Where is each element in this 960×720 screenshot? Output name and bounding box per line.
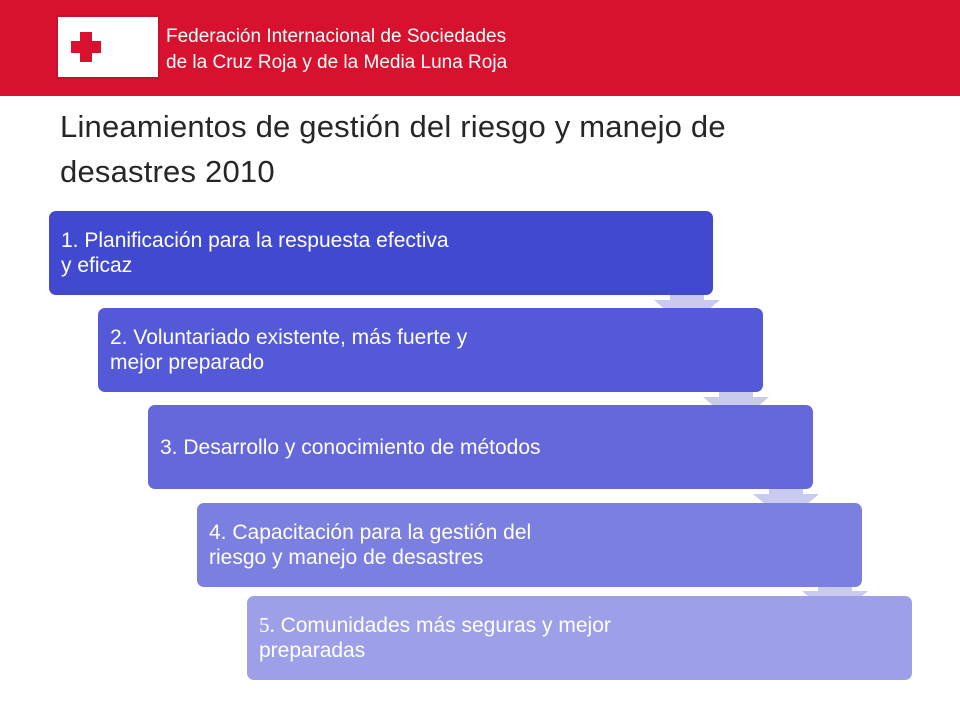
step-4-line2: riesgo y manejo de desastres — [209, 546, 484, 569]
step-2-line1: 2. Voluntariado existente, más fuerte y — [110, 326, 468, 349]
ifrc-logo — [58, 17, 158, 77]
step-5-number: 5. — [259, 613, 275, 637]
step-3-box — [148, 405, 813, 489]
organization-name — [166, 24, 507, 76]
step-1-line1: 1. Planificación para la respuesta efectiva — [61, 229, 449, 252]
slide-title — [60, 104, 920, 194]
org-name-line2: de la Cruz Roja y de la Media Luna Roja — [166, 52, 508, 73]
step-4-box — [197, 503, 862, 587]
step-2-box — [98, 308, 763, 392]
header-bar — [0, 0, 960, 96]
step-5-text: Comunidades más seguras y mejor — [274, 614, 611, 637]
title-line2: desastres 2010 — [60, 154, 275, 189]
step-1-line2: y eficaz — [61, 254, 133, 277]
title-line1: Lineamientos de gestión del riesgo y manejo de — [60, 109, 726, 144]
step-5-line1 — [259, 613, 819, 638]
step-5-box — [247, 596, 912, 680]
step-2-line2: mejor preparado — [110, 351, 265, 374]
org-name-line1: Federación Internacional de Sociedades — [166, 26, 507, 47]
step-5-line2: preparadas — [259, 639, 366, 662]
step-3-line1: 3. Desarrollo y conocimiento de métodos — [160, 435, 541, 459]
step-1-box — [49, 211, 713, 295]
red-cross-red-crescent-icon — [61, 20, 155, 74]
step-4-line1: 4. Capacitación para la gestión del — [209, 521, 532, 544]
